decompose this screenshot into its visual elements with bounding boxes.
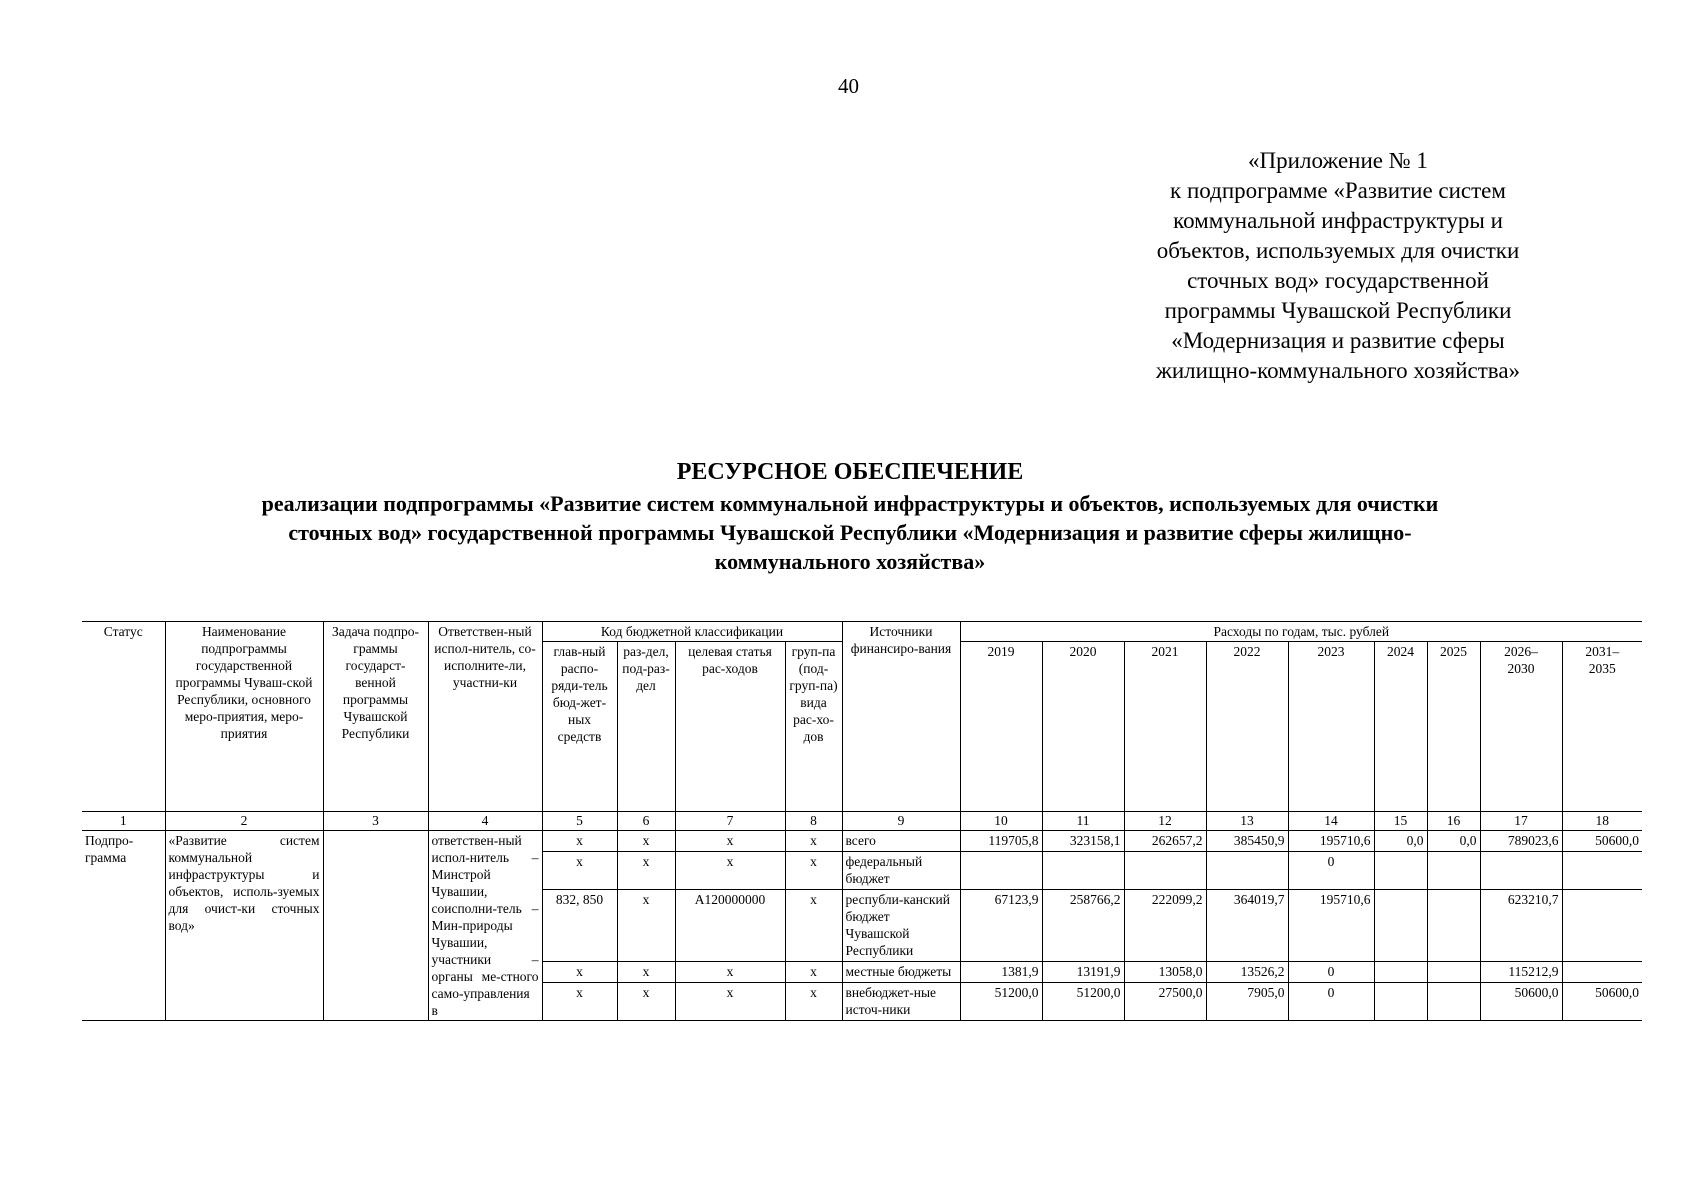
source-cell: местные бюджеты bbox=[842, 962, 960, 983]
header-status: Статус bbox=[82, 622, 165, 812]
header-year: 2024 bbox=[1374, 642, 1427, 812]
column-number: 4 bbox=[428, 812, 542, 831]
value-cell: 262657,2 bbox=[1124, 831, 1206, 852]
column-number: 3 bbox=[323, 812, 428, 831]
value-cell bbox=[1427, 851, 1480, 889]
source-cell: всего bbox=[842, 831, 960, 852]
header-budget-code: Код бюджетной классификации bbox=[542, 622, 842, 642]
value-cell bbox=[1562, 851, 1642, 889]
column-number: 13 bbox=[1206, 812, 1288, 831]
expense-group-cell: x bbox=[785, 851, 842, 889]
section-cell: x bbox=[617, 889, 675, 962]
column-number: 2 bbox=[165, 812, 323, 831]
value-cell bbox=[1427, 889, 1480, 962]
responsible-cell: ответствен-ный испол-нитель – Минстрой Чувашии, соисполни-тель – Мин-природы Чувашии, участники – органы ме-стного само-управления в bbox=[428, 831, 542, 1021]
column-number: 8 bbox=[785, 812, 842, 831]
value-cell: 119705,8 bbox=[960, 831, 1042, 852]
appendix-line: «Модернизация и развитие сферы bbox=[1171, 328, 1505, 353]
appendix-line: к подпрограмме «Развитие систем bbox=[1170, 178, 1506, 203]
target-article-cell: А120000000 bbox=[675, 889, 785, 962]
value-cell: 27500,0 bbox=[1124, 982, 1206, 1020]
document-title bbox=[120, 458, 1580, 576]
header-year: 2026– 2030 bbox=[1480, 642, 1562, 812]
task-cell bbox=[323, 831, 428, 1021]
target-article-cell: x bbox=[675, 982, 785, 1020]
expense-group-cell: x bbox=[785, 831, 842, 852]
value-cell: 0 bbox=[1288, 851, 1374, 889]
column-number: 5 bbox=[542, 812, 617, 831]
header-year: 2025 bbox=[1427, 642, 1480, 812]
main-manager-cell: x bbox=[542, 831, 617, 852]
column-number: 14 bbox=[1288, 812, 1374, 831]
value-cell bbox=[1374, 851, 1427, 889]
column-number: 9 bbox=[842, 812, 960, 831]
main-manager-cell: 832, 850 bbox=[542, 889, 617, 962]
value-cell: 51200,0 bbox=[1042, 982, 1124, 1020]
value-cell: 0 bbox=[1288, 982, 1374, 1020]
header-expense-group: груп-па (под-груп-па) вида рас-хо-дов bbox=[785, 642, 842, 812]
value-cell: 195710,6 bbox=[1288, 831, 1374, 852]
value-cell: 115212,9 bbox=[1480, 962, 1562, 983]
value-cell bbox=[1562, 962, 1642, 983]
value-cell bbox=[960, 851, 1042, 889]
column-number: 12 bbox=[1124, 812, 1206, 831]
value-cell: 222099,2 bbox=[1124, 889, 1206, 962]
section-cell: x bbox=[617, 982, 675, 1020]
value-cell: 0,0 bbox=[1374, 831, 1427, 852]
header-year: 2022 bbox=[1206, 642, 1288, 812]
appendix-line: объектов, используемых для очистки bbox=[1156, 238, 1520, 263]
value-cell bbox=[1374, 889, 1427, 962]
header-section: раз-дел, под-раз-дел bbox=[617, 642, 675, 812]
value-cell: 13191,9 bbox=[1042, 962, 1124, 983]
value-cell: 67123,9 bbox=[960, 889, 1042, 962]
value-cell: 789023,6 bbox=[1480, 831, 1562, 852]
appendix-line: программы Чувашской Республики bbox=[1164, 298, 1512, 323]
value-cell bbox=[1206, 851, 1288, 889]
column-number: 17 bbox=[1480, 812, 1562, 831]
value-cell: 50600,0 bbox=[1562, 982, 1642, 1020]
main-manager-cell: x bbox=[542, 982, 617, 1020]
program-name-cell: «Развитие систем коммунальной инфраструктуры и объектов, исполь-зуемых для очист-ки сточных вод» bbox=[165, 831, 323, 1021]
column-number: 15 bbox=[1374, 812, 1427, 831]
appendix-line: коммунальной инфраструктуры и bbox=[1173, 208, 1503, 233]
value-cell: 385450,9 bbox=[1206, 831, 1288, 852]
header-year: 2021 bbox=[1124, 642, 1206, 812]
main-manager-cell: x bbox=[542, 851, 617, 889]
appendix-line: «Приложение № 1 bbox=[1248, 148, 1428, 173]
target-article-cell: x bbox=[675, 831, 785, 852]
value-cell: 50600,0 bbox=[1480, 982, 1562, 1020]
table-row bbox=[82, 831, 1642, 852]
value-cell bbox=[1374, 982, 1427, 1020]
appendix-line: сточных вод» государственной bbox=[1187, 268, 1489, 293]
column-number: 10 bbox=[960, 812, 1042, 831]
header-year: 2031– 2035 bbox=[1562, 642, 1642, 812]
column-number: 7 bbox=[675, 812, 785, 831]
column-number: 6 bbox=[617, 812, 675, 831]
value-cell: 7905,0 bbox=[1206, 982, 1288, 1020]
header-task: Задача подпро-граммы государст-венной программы Чувашской Республики bbox=[323, 622, 428, 812]
header-sources: Источники финансиро-вания bbox=[842, 622, 960, 812]
source-cell: республи-канский бюджет Чувашской Республики bbox=[842, 889, 960, 962]
value-cell: 1381,9 bbox=[960, 962, 1042, 983]
appendix-note bbox=[1108, 146, 1568, 386]
header-expenses: Расходы по годам, тыс. рублей bbox=[960, 622, 1642, 642]
value-cell: 0,0 bbox=[1427, 831, 1480, 852]
value-cell: 13058,0 bbox=[1124, 962, 1206, 983]
section-cell: x bbox=[617, 962, 675, 983]
value-cell: 51200,0 bbox=[960, 982, 1042, 1020]
expense-group-cell: x bbox=[785, 962, 842, 983]
header-year: 2020 bbox=[1042, 642, 1124, 812]
value-cell: 50600,0 bbox=[1562, 831, 1642, 852]
expense-group-cell: x bbox=[785, 889, 842, 962]
value-cell: 13526,2 bbox=[1206, 962, 1288, 983]
value-cell bbox=[1562, 889, 1642, 962]
resource-table bbox=[82, 621, 1642, 1021]
header-target-article: целевая статья рас-ходов bbox=[675, 642, 785, 812]
target-article-cell: x bbox=[675, 851, 785, 889]
column-number: 18 bbox=[1562, 812, 1642, 831]
header-year: 2023 bbox=[1288, 642, 1374, 812]
value-cell bbox=[1042, 851, 1124, 889]
column-number-row bbox=[82, 812, 1642, 831]
value-cell: 258766,2 bbox=[1042, 889, 1124, 962]
expense-group-cell: x bbox=[785, 982, 842, 1020]
main-manager-cell: x bbox=[542, 962, 617, 983]
value-cell bbox=[1427, 962, 1480, 983]
section-cell: x bbox=[617, 851, 675, 889]
value-cell: 195710,6 bbox=[1288, 889, 1374, 962]
page-number: 40 bbox=[838, 74, 859, 98]
section-cell: x bbox=[617, 831, 675, 852]
source-cell: федеральный бюджет bbox=[842, 851, 960, 889]
column-number: 1 bbox=[82, 812, 165, 831]
value-cell bbox=[1374, 962, 1427, 983]
header-main-manager: глав-ный распо-ряди-тель бюд-жет-ных средств bbox=[542, 642, 617, 812]
value-cell: 364019,7 bbox=[1206, 889, 1288, 962]
value-cell: 0 bbox=[1288, 962, 1374, 983]
title-line: реализации подпрограммы «Развитие систем коммунальной инфраструктуры и объектов, используемых для очистки bbox=[261, 491, 1439, 516]
status-cell: Подпро-грамма bbox=[82, 831, 165, 1021]
value-cell bbox=[1124, 851, 1206, 889]
value-cell bbox=[1427, 982, 1480, 1020]
target-article-cell: x bbox=[675, 962, 785, 983]
column-number: 11 bbox=[1042, 812, 1124, 831]
title-line: сточных вод» государственной программы Чувашской Республики «Модернизация и развитие сферы жилищно- bbox=[288, 520, 1412, 545]
title-main: РЕСУРСНОЕ ОБЕСПЕЧЕНИЕ bbox=[676, 459, 1024, 485]
value-cell: 323158,1 bbox=[1042, 831, 1124, 852]
appendix-line: жилищно-коммунального хозяйства» bbox=[1155, 358, 1521, 383]
title-line: коммунального хозяйства» bbox=[714, 549, 986, 574]
column-number: 16 bbox=[1427, 812, 1480, 831]
source-cell: внебюджет-ные источ-ники bbox=[842, 982, 960, 1020]
value-cell bbox=[1480, 851, 1562, 889]
header-responsible: Ответствен-ный испол-нитель, со-исполните-ли, участни-ки bbox=[428, 622, 542, 812]
header-name: Наименование подпрограммы государственной программы Чуваш-ской Республики, основного меро-приятия, меро-приятия bbox=[165, 622, 323, 812]
value-cell: 623210,7 bbox=[1480, 889, 1562, 962]
header-year: 2019 bbox=[960, 642, 1042, 812]
